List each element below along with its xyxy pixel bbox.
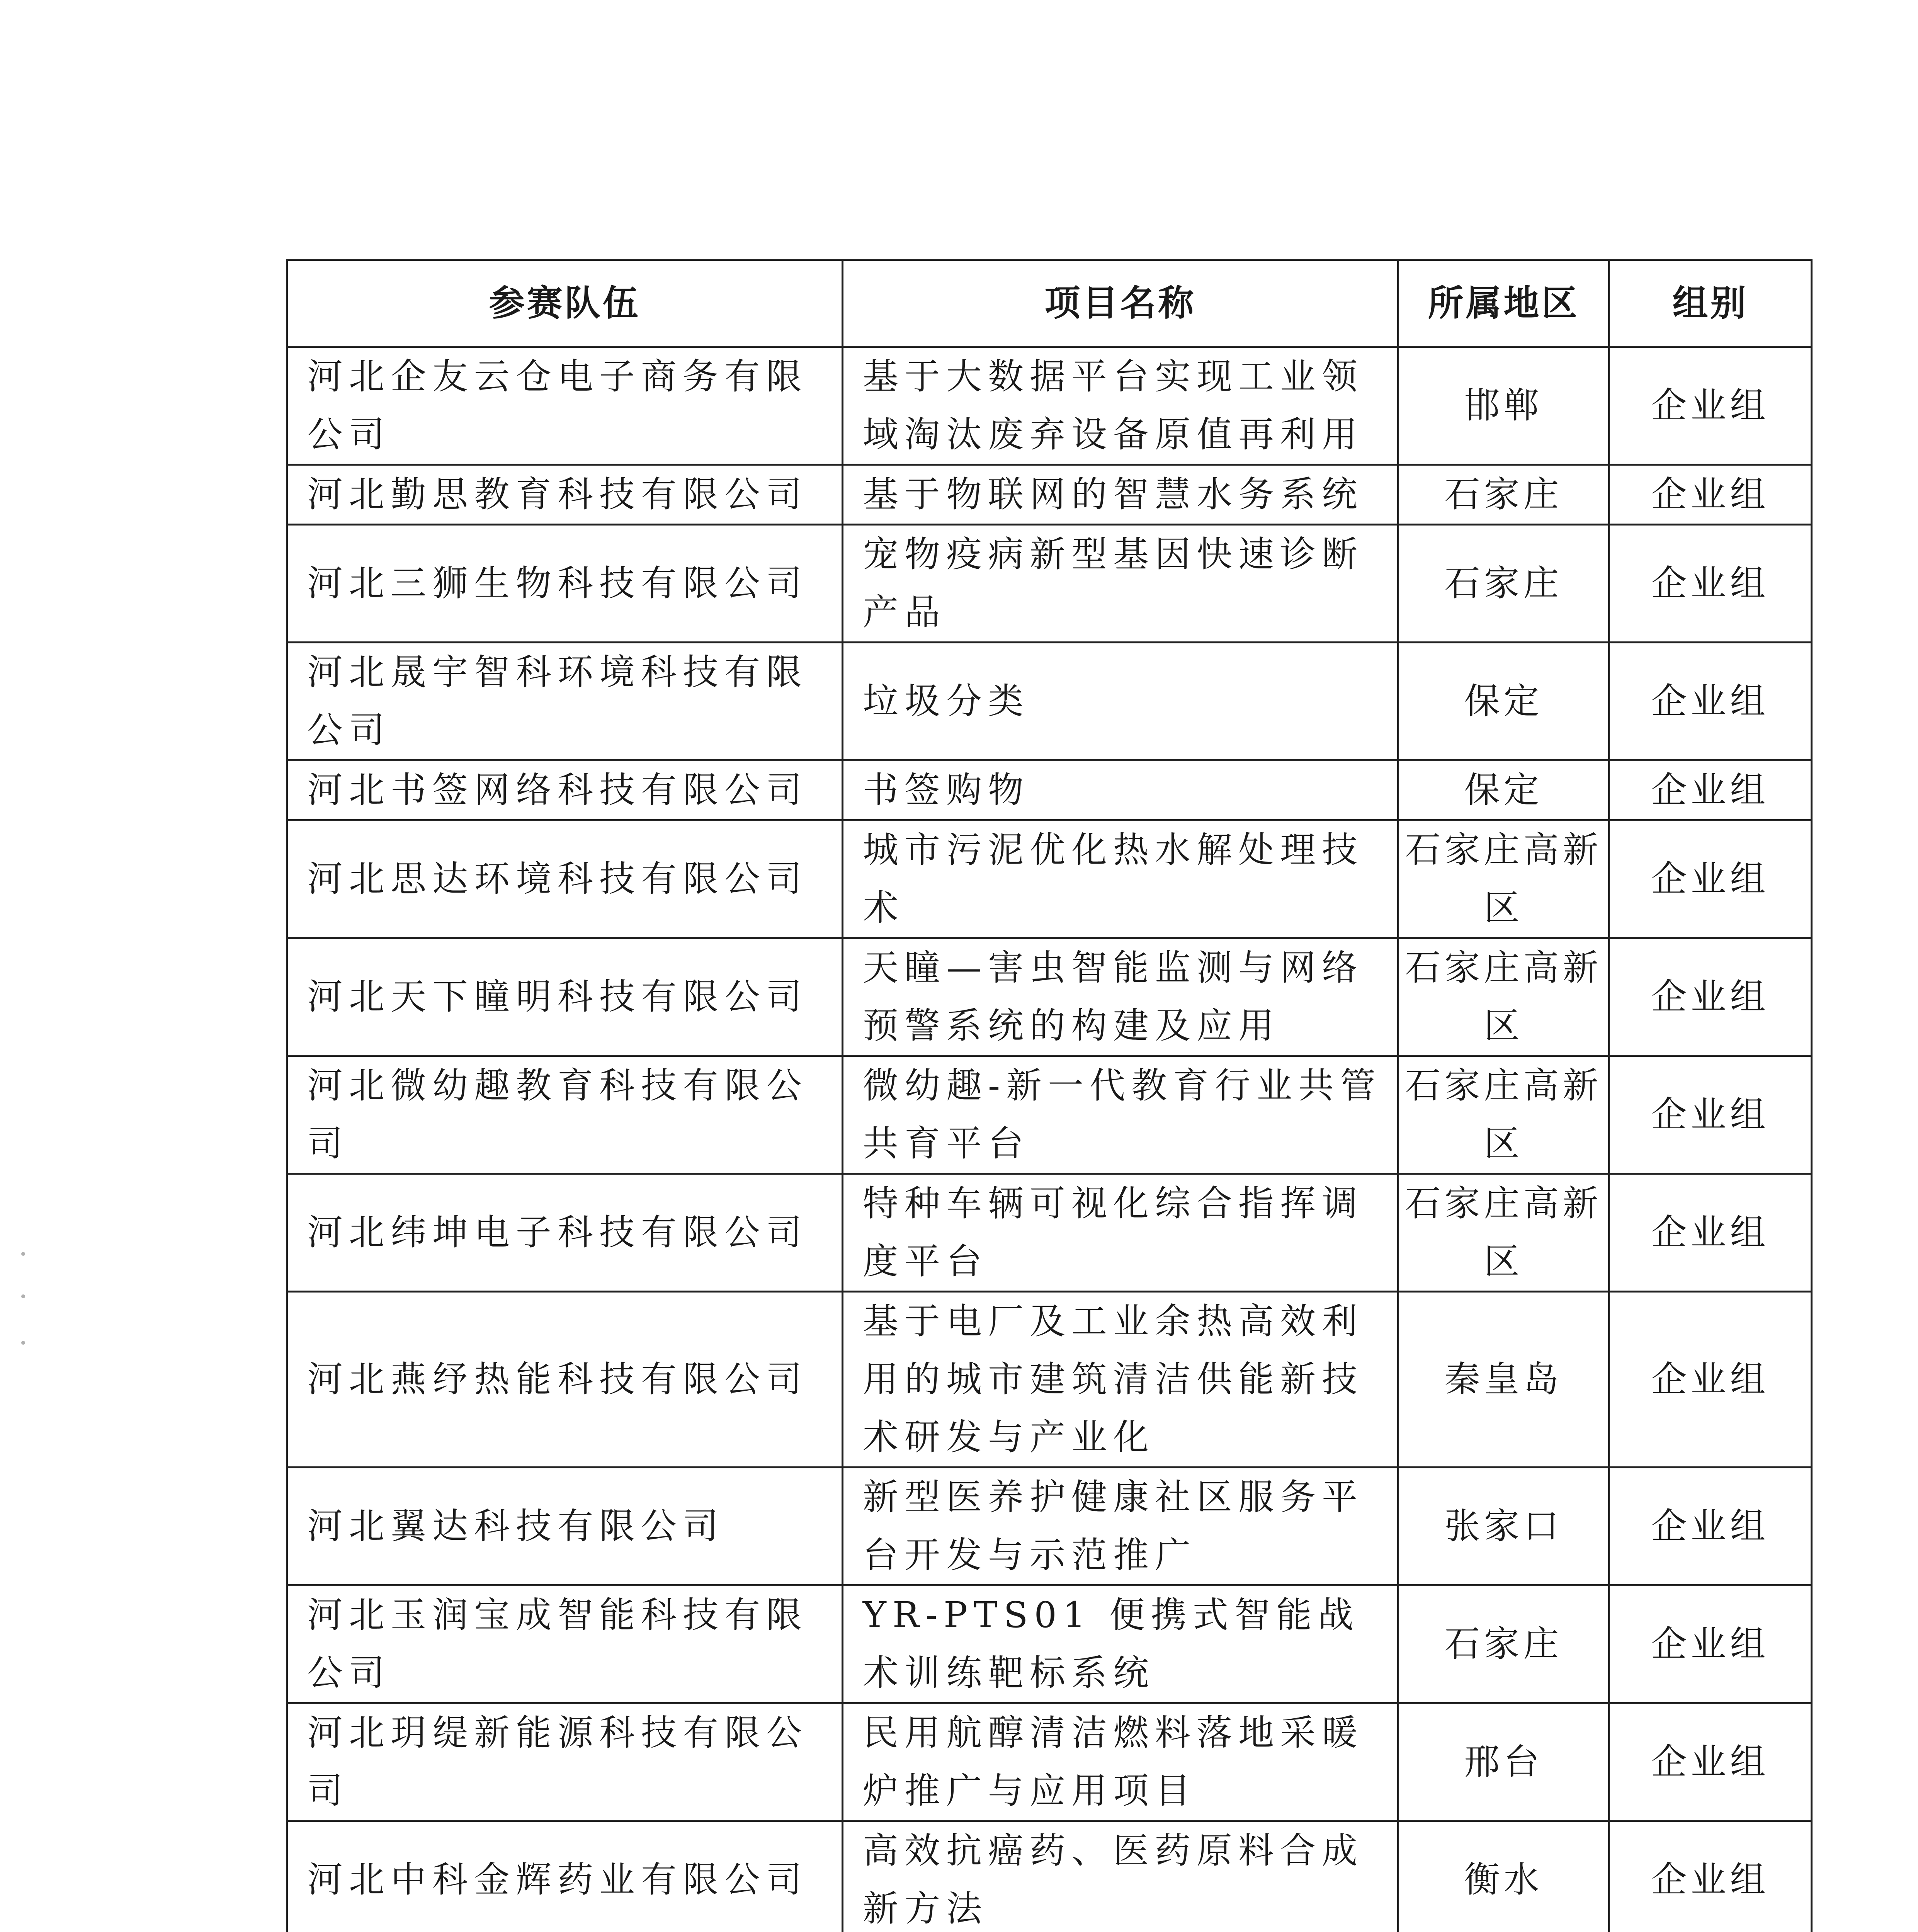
scan-speck xyxy=(21,1294,25,1298)
project-cell: 基于大数据平台实现工业领域淘汰废弃设备原值再利用 xyxy=(843,347,1398,465)
team-cell: 河北燕纾热能科技有限公司 xyxy=(287,1292,843,1468)
project-cell: 特种车辆可视化综合指挥调度平台 xyxy=(843,1174,1398,1292)
table-row xyxy=(287,760,1812,820)
table-row xyxy=(287,1821,1812,1932)
group-cell: 企业组 xyxy=(1609,643,1812,760)
group-cell: 企业组 xyxy=(1609,760,1812,820)
table-row xyxy=(287,1703,1812,1821)
project-cell: 微幼趣-新一代教育行业共管共育平台 xyxy=(843,1056,1398,1174)
project-cell: 基于电厂及工业余热高效利用的城市建筑清洁供能新技术研发与产业化 xyxy=(843,1292,1398,1468)
region-cell: 石家庄高新区 xyxy=(1398,938,1609,1056)
project-cell: 宠物疫病新型基因快速诊断产品 xyxy=(843,525,1398,643)
table-row xyxy=(287,1056,1812,1174)
region-cell: 保定 xyxy=(1398,760,1609,820)
scan-speck xyxy=(21,1252,25,1256)
team-cell: 河北纬坤电子科技有限公司 xyxy=(287,1174,843,1292)
table-row xyxy=(287,820,1812,938)
group-cell: 企业组 xyxy=(1609,525,1812,643)
table-row xyxy=(287,525,1812,643)
participant-table xyxy=(286,259,1813,1932)
group-cell: 企业组 xyxy=(1609,1468,1812,1585)
scan-speck xyxy=(21,1341,25,1345)
table-row xyxy=(287,1468,1812,1585)
table-row xyxy=(287,938,1812,1056)
region-cell: 保定 xyxy=(1398,643,1609,760)
group-cell: 企业组 xyxy=(1609,1056,1812,1174)
team-cell: 河北勤思教育科技有限公司 xyxy=(287,465,843,525)
group-cell: 企业组 xyxy=(1609,347,1812,465)
group-cell: 企业组 xyxy=(1609,1703,1812,1821)
header-project: 项目名称 xyxy=(843,260,1398,347)
table-row xyxy=(287,1174,1812,1292)
team-cell: 河北翼达科技有限公司 xyxy=(287,1468,843,1585)
group-cell: 企业组 xyxy=(1609,1821,1812,1932)
table-header-row xyxy=(287,260,1812,347)
group-cell: 企业组 xyxy=(1609,1292,1812,1468)
group-cell: 企业组 xyxy=(1609,1174,1812,1292)
project-cell: 民用航醇清洁燃料落地采暖炉推广与应用项目 xyxy=(843,1703,1398,1821)
team-cell: 河北书签网络科技有限公司 xyxy=(287,760,843,820)
project-cell: 天瞳—害虫智能监测与网络预警系统的构建及应用 xyxy=(843,938,1398,1056)
header-team: 参赛队伍 xyxy=(287,260,843,347)
region-cell: 邯郸 xyxy=(1398,347,1609,465)
project-cell: YR-PTS01 便携式智能战术训练靶标系统 xyxy=(843,1585,1398,1703)
group-cell: 企业组 xyxy=(1609,820,1812,938)
region-cell: 石家庄 xyxy=(1398,1585,1609,1703)
region-cell: 石家庄 xyxy=(1398,525,1609,643)
team-cell: 河北晟宇智科环境科技有限公司 xyxy=(287,643,843,760)
region-cell: 石家庄高新区 xyxy=(1398,1056,1609,1174)
table-row xyxy=(287,1585,1812,1703)
region-cell: 石家庄高新区 xyxy=(1398,820,1609,938)
group-cell: 企业组 xyxy=(1609,465,1812,525)
team-cell: 河北玥缇新能源科技有限公司 xyxy=(287,1703,843,1821)
region-cell: 张家口 xyxy=(1398,1468,1609,1585)
team-cell: 河北中科金辉药业有限公司 xyxy=(287,1821,843,1932)
project-cell: 城市污泥优化热水解处理技术 xyxy=(843,820,1398,938)
table-row xyxy=(287,643,1812,760)
region-cell: 衡水 xyxy=(1398,1821,1609,1932)
table-row xyxy=(287,347,1812,465)
team-cell: 河北思达环境科技有限公司 xyxy=(287,820,843,938)
team-cell: 河北天下瞳明科技有限公司 xyxy=(287,938,843,1056)
region-cell: 石家庄 xyxy=(1398,465,1609,525)
team-cell: 河北玉润宝成智能科技有限公司 xyxy=(287,1585,843,1703)
team-cell: 河北企友云仓电子商务有限公司 xyxy=(287,347,843,465)
region-cell: 邢台 xyxy=(1398,1703,1609,1821)
team-cell: 河北微幼趣教育科技有限公司 xyxy=(287,1056,843,1174)
project-cell: 垃圾分类 xyxy=(843,643,1398,760)
table-row xyxy=(287,1292,1812,1468)
team-cell: 河北三狮生物科技有限公司 xyxy=(287,525,843,643)
group-cell: 企业组 xyxy=(1609,1585,1812,1703)
header-region: 所属地区 xyxy=(1398,260,1609,347)
project-cell: 基于物联网的智慧水务系统 xyxy=(843,465,1398,525)
project-cell: 书签购物 xyxy=(843,760,1398,820)
table-row xyxy=(287,465,1812,525)
group-cell: 企业组 xyxy=(1609,938,1812,1056)
project-cell: 高效抗癌药、医药原料合成新方法 xyxy=(843,1821,1398,1932)
region-cell: 秦皇岛 xyxy=(1398,1292,1609,1468)
header-group: 组别 xyxy=(1609,260,1812,347)
project-cell: 新型医养护健康社区服务平台开发与示范推广 xyxy=(843,1468,1398,1585)
region-cell: 石家庄高新区 xyxy=(1398,1174,1609,1292)
